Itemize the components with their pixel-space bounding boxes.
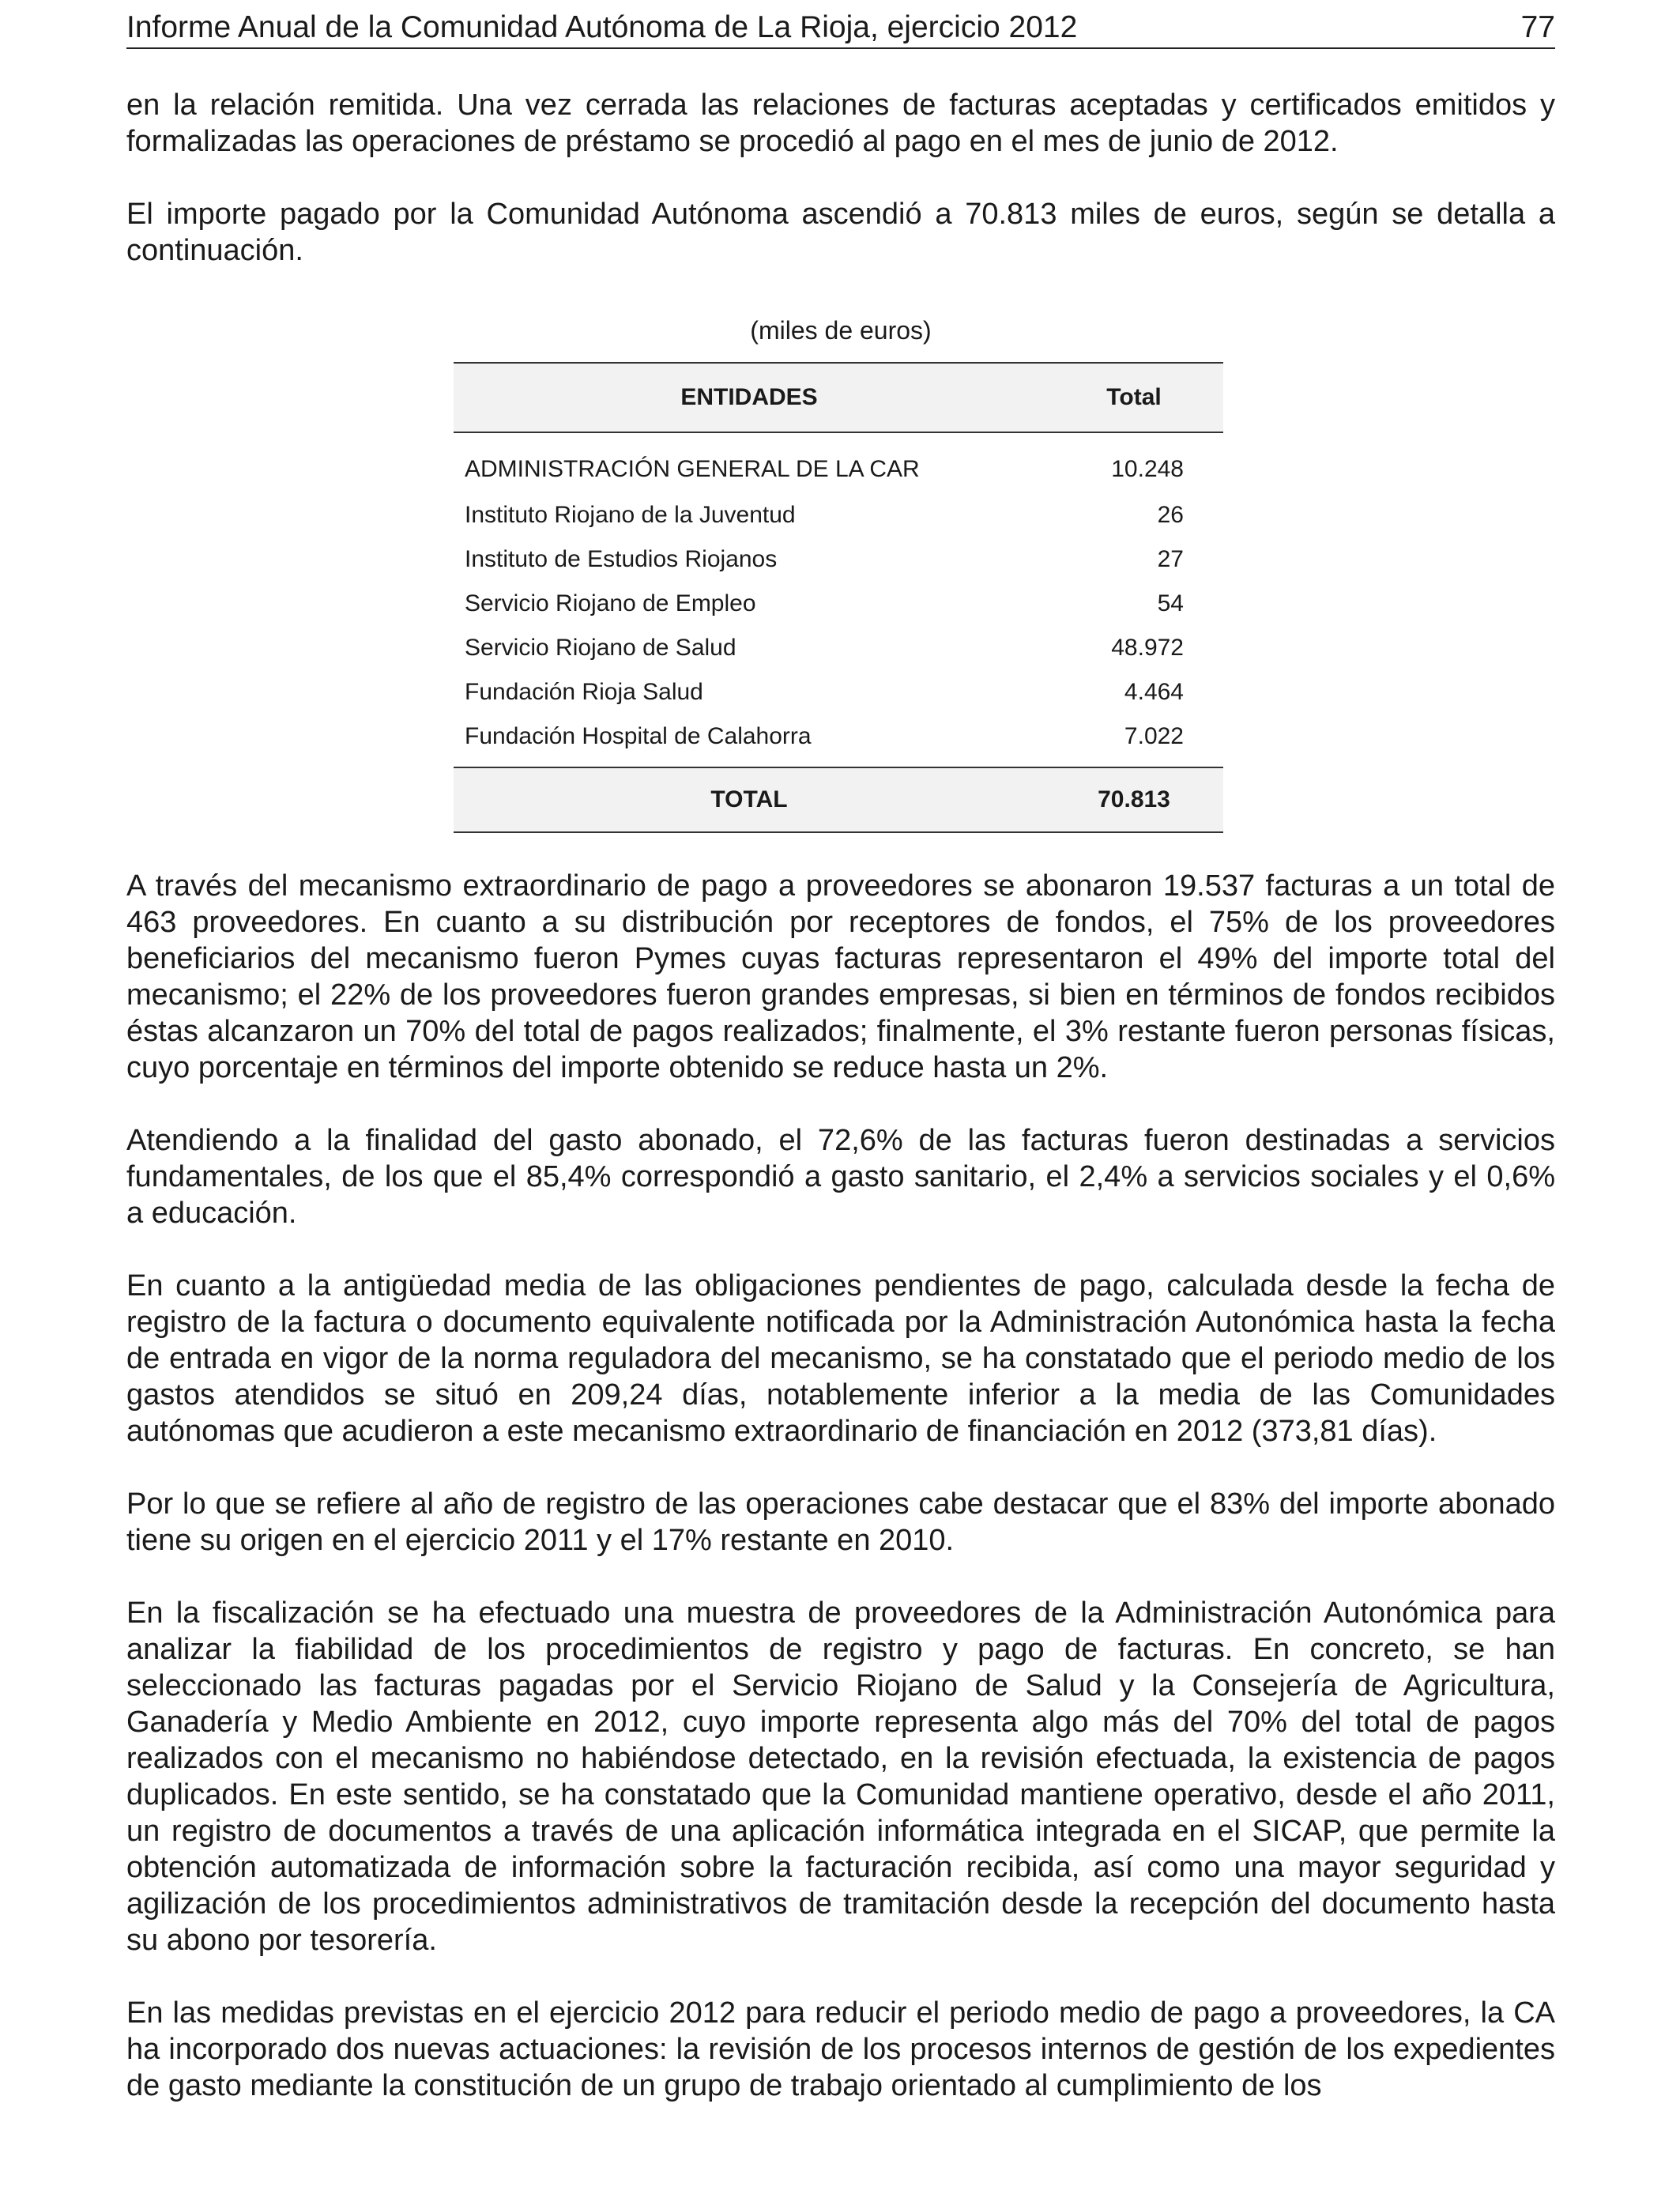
paragraph: Por lo que se refiere al año de registro de las operaciones cabe destacar que el 83% del importe abonado tiene su origen en el ejercicio 2011 y el 17% restante en 2010. (126, 1487, 1555, 1557)
entity-cell: Servicio Riojano de Empleo (465, 590, 756, 616)
table-row (454, 582, 1223, 626)
total-cell: 54 (1157, 590, 1184, 616)
entity-cell: ADMINISTRACIÓN GENERAL DE LA CAR (465, 456, 920, 482)
header-title: Informe Anual de la Comunidad Autónoma de La Rioja, ejercicio 2012 (126, 10, 1078, 44)
paragraph: El importe pagado por la Comunidad Autónoma ascendió a 70.813 miles de euros, según se detalla a continuación. (126, 198, 1555, 267)
table-row (454, 537, 1223, 582)
table-row (454, 493, 1223, 537)
table-row (454, 626, 1223, 670)
table-row (454, 714, 1223, 767)
payments-table (454, 362, 1223, 833)
paragraph: en la relación remitida. Una vez cerrada las relaciones de facturas aceptadas y certificados emitidos y formalizadas las operaciones de préstamo se procedió al pago en el mes de junio de 2012. (126, 89, 1555, 158)
entity-cell: Instituto Riojano de la Juventud (465, 502, 796, 528)
paragraph: En la fiscalización se ha efectuado una muestra de proveedores de la Administración Autonómica para analizar la fiabilidad de los procedimientos de registro y pago de facturas. En concreto, se han seleccionado las facturas pagadas por el Servicio Riojano de Salud y la Consejería de Agricultura, Ganadería y Medio Ambiente en 2012, cuyo importe representa algo más del 70% del total de pagos realizados con el mecanismo no habiéndose detectado, en la revisión efectuada, la existencia de pagos duplicados. En este sentido, se ha constatado que la Comunidad mantiene operativo, desde el año 2011, un registro de documentos a través de una aplicación informática integrada en el SICAP, que permite la obtención automatizada de información sobre la facturación recibida, así como una mayor seguridad y agilización de los procedimientos administrativos de tramitación desde la recepción del documento hasta su abono por tesorería. (126, 1596, 1555, 1957)
total-cell: 10.248 (1111, 456, 1184, 482)
column-header-entities: ENTIDADES (454, 363, 1045, 432)
total-cell: 27 (1157, 546, 1184, 572)
entity-cell: Fundación Hospital de Calahorra (465, 723, 812, 749)
page-number: 77 (1520, 10, 1555, 44)
table-row (454, 432, 1223, 493)
page-content (126, 87, 1555, 2104)
table-header-row (454, 363, 1223, 432)
paragraph: En las medidas previstas en el ejercicio 2012 para reducir el periodo medio de pago a proveedores, la CA ha incorporado dos nuevas actuaciones: la revisión de los procesos internos de gestión de los expedientes de gasto mediante la constitución de un grupo de trabajo orientado al cumplimiento de los (126, 1996, 1555, 2102)
paragraph: A través del mecanismo extraordinario de pago a proveedores se abonaron 19.537 facturas a un total de 463 proveedores. En cuanto a su distribución por receptores de fondos, el 75% de los proveedores beneficiarios del mecanismo fueron Pymes cuyas facturas representaron el 49% del importe total del mecanismo; el 22% de los proveedores fueron grandes empresas, si bien en términos de fondos recibidos éstas alcanzaron un 70% del total de pagos realizados; finalmente, el 3% restante fueron personas físicas, cuyo porcentaje en términos del importe obtenido se reduce hasta un 2%. (126, 869, 1555, 1084)
total-cell: 4.464 (1124, 679, 1184, 705)
entity-cell: Servicio Riojano de Salud (465, 635, 736, 661)
table-units: (miles de euros) (750, 316, 932, 345)
total-cell: 7.022 (1124, 723, 1184, 749)
table-total-row (454, 767, 1223, 832)
body-text (126, 868, 1555, 2104)
paragraph: Atendiendo a la finalidad del gasto abonado, el 72,6% de las facturas fueron destinadas a servicios fundamentales, de los que el 85,4% correspondió a gasto sanitario, el 2,4% a servicios sociales y el 0,6% a educación. (126, 1124, 1555, 1230)
page-header (126, 8, 1555, 49)
total-cell: 48.972 (1111, 635, 1184, 661)
column-header-total: Total (1045, 363, 1223, 432)
payments-table-block (126, 315, 1555, 868)
table-row (454, 670, 1223, 714)
paragraph: En cuanto a la antigüedad media de las obligaciones pendientes de pago, calculada desde la fecha de registro de la factura o documento equivalente notificada por la Administración Autonómica hasta la fecha de entrada en vigor de la norma reguladora del mecanismo, se ha constatado que el periodo medio de los gastos atendidos se situó en 209,24 días, notablemente inferior a la media de las Comunidades autónomas que acudieron a este mecanismo extraordinario de financiación en 2012 (373,81 días). (126, 1269, 1555, 1448)
grand-total: 70.813 (1045, 767, 1223, 832)
entity-cell: Fundación Rioja Salud (465, 679, 703, 705)
entity-cell: Instituto de Estudios Riojanos (465, 546, 778, 572)
total-cell: 26 (1157, 502, 1184, 528)
total-label: TOTAL (454, 767, 1045, 832)
